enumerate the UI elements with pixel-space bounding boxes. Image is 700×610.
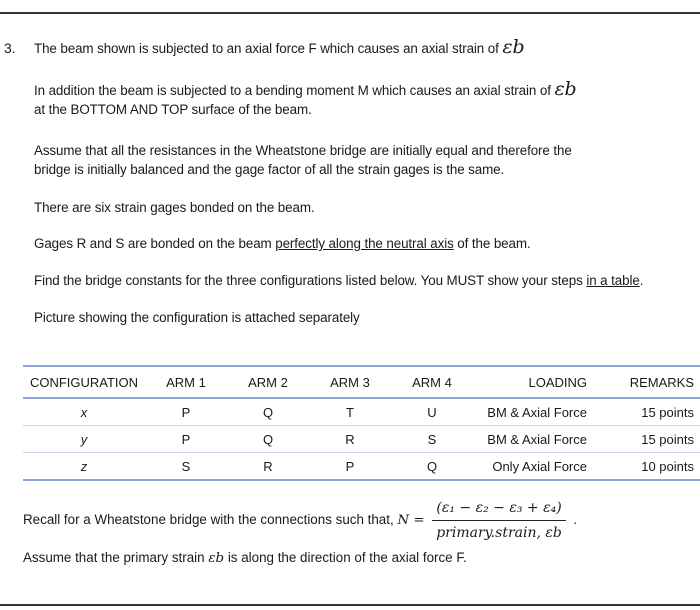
paragraph-bridge-assumption: Assume that all the resistances in the Wheatstone bridge are initially equal and therefore the bridge is initially balanced and the gage factor of all the strain gages is the same. (34, 143, 572, 177)
header-configuration: CONFIGURATION (23, 366, 145, 398)
cell-arm1: S (145, 453, 227, 481)
header-arm2: ARM 2 (227, 366, 309, 398)
fraction-numerator: (ε₁ − ε₂ − ε₃ + ε₄) (432, 498, 565, 521)
cell-arm4: Q (391, 453, 473, 481)
cell-remarks: 15 points (593, 398, 700, 426)
neutral-axis-link[interactable]: perfectly along the neutral axis (275, 236, 454, 251)
cell-arm4: S (391, 426, 473, 453)
fraction-denominator: primary.strain, εb (436, 525, 562, 541)
cell-loading: BM & Axial Force (473, 398, 593, 426)
bridge-constant-fraction (432, 498, 565, 543)
cell-loading: Only Axial Force (473, 453, 593, 481)
paragraph-six-gages: There are six strain gages bonded on the beam. (34, 200, 315, 215)
cell-remarks: 10 points (593, 453, 700, 481)
cell-arm3: T (309, 398, 391, 426)
paragraph-gages-rs: Gages R and S are bonded on the beam perfectly along the neutral axis of the beam. (34, 236, 531, 251)
table-row (23, 426, 700, 453)
cell-config: y (23, 426, 145, 453)
cell-arm2: Q (227, 426, 309, 453)
cell-config: x (23, 398, 145, 426)
header-remarks: REMARKS (593, 366, 700, 398)
formula-lhs: N = (397, 513, 425, 529)
epsilon-b-symbol: εb (502, 36, 525, 58)
cell-arm2: R (227, 453, 309, 481)
primary-strain-note: Assume that the primary strain εb is along the direction of the axial force F. (23, 550, 467, 566)
table-row (23, 398, 700, 426)
in-a-table-link[interactable]: in a table (586, 273, 640, 288)
paragraph-axial-force: The beam shown is subjected to an axial force F which causes an axial strain of εb (34, 36, 525, 58)
header-loading: LOADING (473, 366, 593, 398)
paragraph-bending-moment: In addition the beam is subjected to a bending moment M which causes an axial strain of εb at the BOTTOM AND TOP surface of the beam. (34, 78, 577, 117)
cell-arm1: P (145, 426, 227, 453)
header-arm1: ARM 1 (145, 366, 227, 398)
header-arm3: ARM 3 (309, 366, 391, 398)
top-rule (0, 12, 700, 14)
bottom-rule (0, 604, 700, 606)
cell-arm4: U (391, 398, 473, 426)
cell-config: z (23, 453, 145, 481)
paragraph-find-constants: Find the bridge constants for the three configurations listed below. You MUST show your steps in a table. (34, 273, 644, 288)
recall-formula: Recall for a Wheatstone bridge with the connections such that, N = $\frac{\text{(ε₁ − ε₂ − ε₃ + ε₄)}}{\text{primary.strain, εb}}$ . (23, 500, 578, 541)
cell-loading: BM & Axial Force (473, 426, 593, 453)
cell-arm1: P (145, 398, 227, 426)
header-arm4: ARM 4 (391, 366, 473, 398)
cell-arm3: P (309, 453, 391, 481)
paragraph-picture-note: Picture showing the configuration is attached separately (34, 310, 360, 325)
cell-arm3: R (309, 426, 391, 453)
epsilon-b-symbol: εb (554, 78, 577, 100)
cell-arm2: Q (227, 398, 309, 426)
question-number: 3. (4, 40, 16, 56)
configuration-table (23, 365, 700, 481)
cell-remarks: 15 points (593, 426, 700, 453)
epsilon-b-symbol: εb (208, 551, 225, 566)
table-row (23, 453, 700, 481)
table-header-row (23, 366, 700, 398)
